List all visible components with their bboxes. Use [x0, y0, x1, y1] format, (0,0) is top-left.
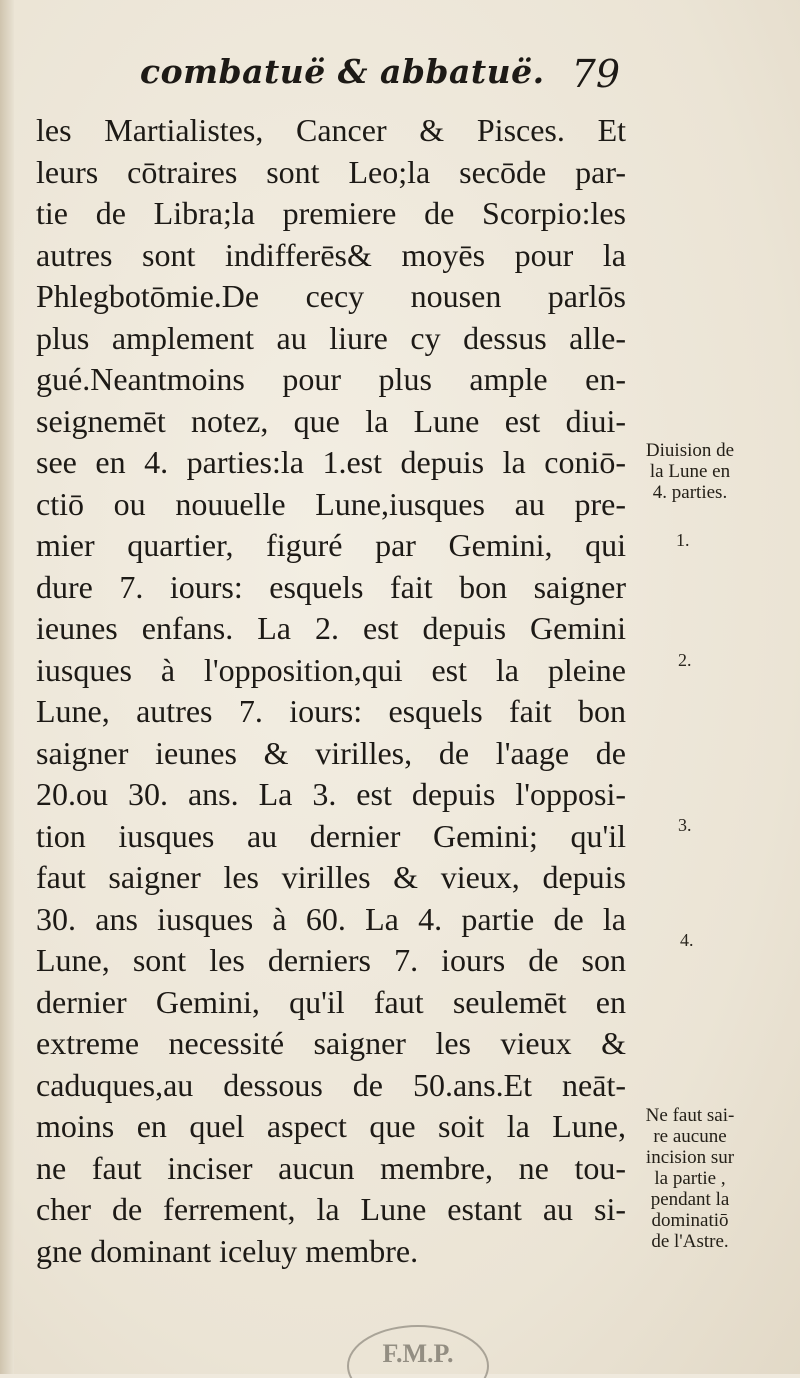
stamp-text: F.M.P.	[382, 1339, 454, 1368]
margin-number-2: 2.	[678, 650, 692, 670]
margin-note-line: pendant la	[650, 1189, 730, 1210]
text-line: dure 7. iours: esquels fait bon saigner	[36, 568, 626, 605]
margin-number-3: 3.	[678, 815, 692, 835]
text-line: seignemēt notez, que la Lune est diui-	[36, 402, 626, 439]
text-line: iusques à l'opposition,qui est la pleine	[36, 651, 626, 688]
text-line: saigner ieunes & virilles, de l'aage de	[36, 734, 626, 771]
text-line: moins en quel aspect que soit la Lune,	[36, 1108, 626, 1144]
margin-note-line: la Lune en	[649, 461, 731, 482]
text-line: caduques,au dessous de 50.ans.Et neāt-	[36, 1066, 626, 1103]
text-line: dernier Gemini, qu'il faut seulemēt en	[36, 983, 626, 1020]
running-title: combatuë & abbatuë.	[140, 52, 545, 91]
page-gutter	[0, 0, 14, 1374]
page-number: 79	[571, 52, 620, 96]
margin-note-line: re aucune	[653, 1126, 727, 1147]
text-line: Lune, autres 7. iours: esquels fait bon	[36, 693, 626, 729]
margin-number-1: 1.	[676, 530, 690, 550]
text-line: autres sont indifferēs& moyēs pour la	[36, 236, 626, 273]
margin-number-4: 4.	[680, 930, 694, 950]
text-line: leurs cōtraires sont Leo;la secōde par-	[36, 153, 626, 190]
text-line: tie de Libra;la premiere de Scorpio:les	[36, 195, 626, 231]
text-line: ieunes enfans. La 2. est depuis Gemini	[36, 610, 626, 646]
library-stamp	[338, 1318, 498, 1378]
margin-note-line: la partie ,	[654, 1168, 726, 1189]
text-line: Lune, sont les derniers 7. iours de son	[36, 942, 626, 978]
margin-note-line: 4. parties.	[652, 482, 728, 503]
text-line: gué.Neantmoins pour plus ample en-	[36, 361, 626, 397]
margin-note-nefaut	[615, 1105, 765, 1252]
main-text	[36, 110, 626, 1272]
text-line: see en 4. parties:la 1.est depuis la coniō-	[36, 444, 626, 480]
margin-note-line: dominatiō	[651, 1210, 729, 1231]
text-line: ctiō ou nouuelle Lune,iusques au pre-	[36, 485, 626, 522]
text-line: ne faut inciser aucun membre, ne tou-	[36, 1149, 626, 1186]
text-line: gne dominant iceluy membre.	[36, 1232, 419, 1269]
margin-note-line: Ne faut sai-	[645, 1105, 735, 1126]
margin-note-line: de l'Astre.	[651, 1231, 729, 1252]
margin-note-line: incision sur	[645, 1147, 735, 1168]
text-line: 30. ans iusques à 60. La 4. partie de la	[36, 900, 626, 937]
text-line: faut saigner les virilles & vieux, depuis	[36, 859, 626, 895]
text-line: 20.ou 30. ans. La 3. est depuis l'opposi-	[36, 776, 626, 812]
text-line: mier quartier, figuré par Gemini, qui	[36, 527, 626, 563]
page-header	[140, 52, 620, 112]
text-line: plus amplement au liure cy dessus alle-	[36, 319, 626, 356]
text-line: cher de ferrement, la Lune estant au si-	[36, 1191, 626, 1227]
text-line: tion iusques au dernier Gemini; qu'il	[36, 817, 626, 854]
margin-note-division	[620, 440, 760, 503]
text-line: extreme necessité saigner les vieux &	[36, 1025, 626, 1061]
text-line: les Martialistes, Cancer & Pisces. Et	[36, 112, 626, 148]
margin-note-line: Diuision de	[645, 440, 735, 461]
text-line: Phlegbotōmie.De cecy nousen parlōs	[36, 278, 626, 314]
